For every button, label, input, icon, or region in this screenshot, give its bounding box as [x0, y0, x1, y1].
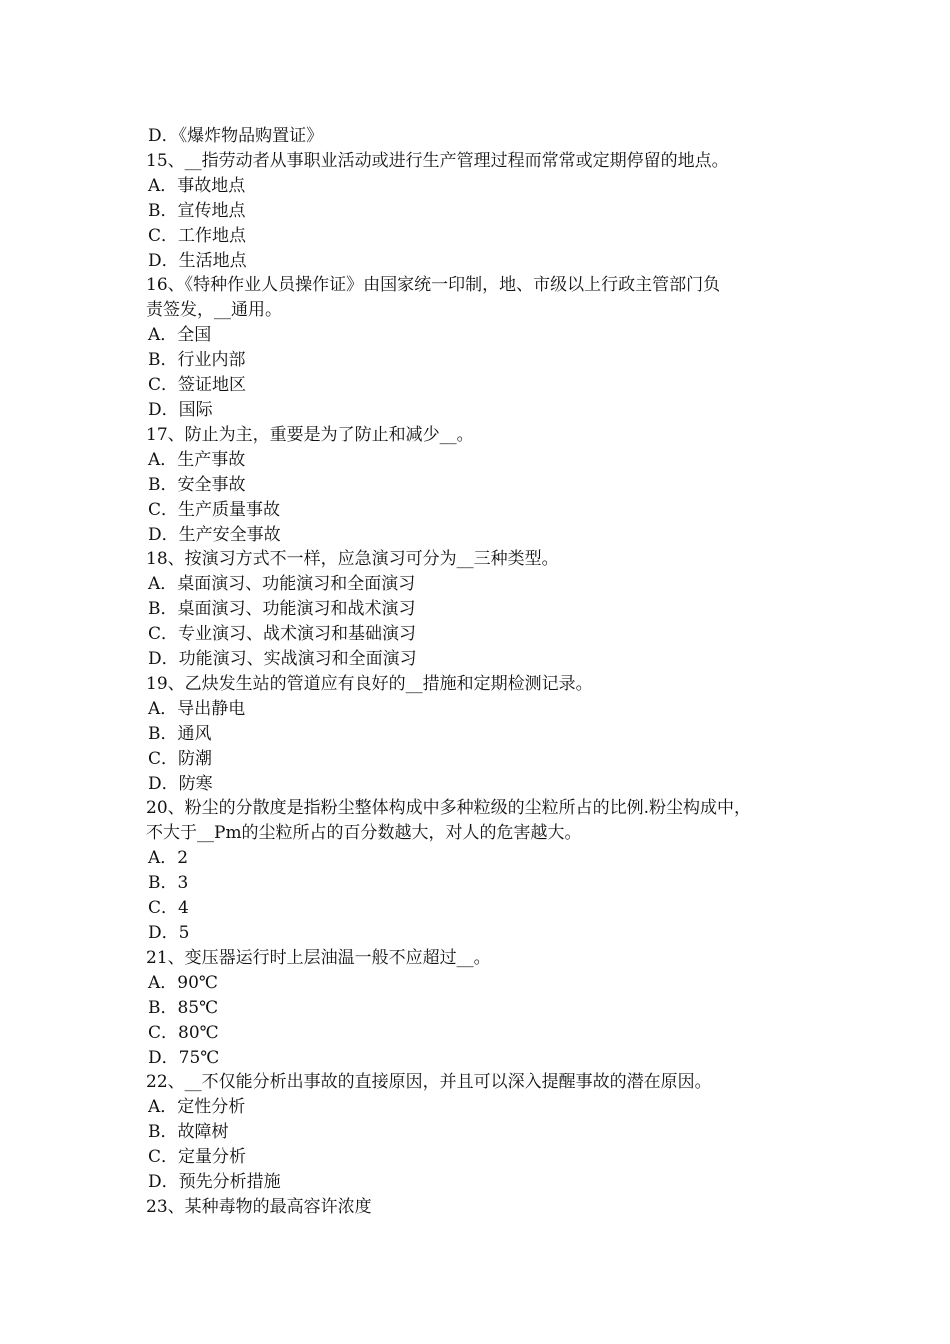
- option-text: B．宣传地点: [148, 200, 246, 221]
- option-text: D．防寒: [148, 773, 213, 794]
- option-text: C．4: [148, 898, 189, 919]
- option-text: D．75℃: [148, 1047, 220, 1068]
- option-text: D．预先分析措施: [148, 1172, 281, 1193]
- option-text: B．安全事故: [148, 474, 246, 495]
- option-text: B．85℃: [148, 997, 219, 1018]
- option-text: C．80℃: [148, 1022, 219, 1043]
- option-text: D．《爆炸物品购置证》: [148, 126, 324, 146]
- option-text: B．行业内部: [148, 350, 246, 371]
- option-text: A．事故地点: [148, 175, 246, 196]
- option-text: B．3: [148, 873, 189, 894]
- option-text: A．定性分析: [148, 1097, 246, 1118]
- question-text: 20、粉尘的分散度是指粉尘整体构成中多种粒级的尘粒所占的比例.粉尘构成中，: [146, 798, 752, 819]
- option-text: A．全国: [148, 325, 212, 346]
- option-text: D．生产安全事故: [148, 524, 281, 545]
- option-text: A．90℃: [148, 972, 218, 993]
- question-text: 责签发，__通用。: [146, 300, 282, 321]
- document-page: [146, 124, 826, 1220]
- option-text: D．5: [148, 923, 190, 943]
- option-text: B．通风: [148, 723, 212, 744]
- option-text: A．2: [148, 848, 189, 869]
- question-text: 不大于__Pm的尘粒所占的百分数越大，对人的危害越大。: [146, 823, 582, 844]
- option-text: B．故障树: [148, 1122, 229, 1143]
- option-text: A．桌面演习、功能演习和全面演习: [148, 574, 416, 595]
- option-text: C．签证地区: [148, 375, 247, 396]
- question-text: 22、__不仅能分析出事故的直接原因，并且可以深入提醒事故的潜在原因。: [146, 1072, 712, 1093]
- question-text: 21、变压器运行时上层油温一般不应超过__。: [146, 947, 491, 968]
- question-text: 19、乙炔发生站的管道应有良好的__措施和定期检测记录。: [146, 673, 593, 694]
- question-text: 17、防止为主，重要是为了防止和减少__。: [146, 424, 474, 445]
- option-text: A．导出静电: [148, 698, 246, 719]
- option-text: A．生产事故: [148, 449, 246, 470]
- option-text: C．生产质量事故: [148, 499, 281, 520]
- option-text: D．国际: [148, 399, 213, 420]
- option-text: D．功能演习、实战演习和全面演习: [148, 649, 417, 670]
- question-text: 18、按演习方式不一样，应急演习可分为__三种类型。: [146, 549, 559, 570]
- question-text: 23、某种毒物的最高容许浓度: [146, 1196, 372, 1217]
- option-text: C．工作地点: [148, 225, 247, 246]
- option-text: C．防潮: [148, 748, 213, 769]
- question-text: 16、《特种作业人员操作证》由国家统一印制，地、市级以上行政主管部门负: [146, 275, 721, 296]
- option-text: C．专业演习、战术演习和基础演习: [148, 624, 417, 645]
- option-text: D．生活地点: [148, 250, 247, 271]
- option-text: C．定量分析: [148, 1147, 247, 1168]
- option-text: B．桌面演习、功能演习和战术演习: [148, 599, 416, 620]
- question-text: 15、__指劳动者从事职业活动或进行生产管理过程而常常或定期停留的地点。: [146, 150, 729, 171]
